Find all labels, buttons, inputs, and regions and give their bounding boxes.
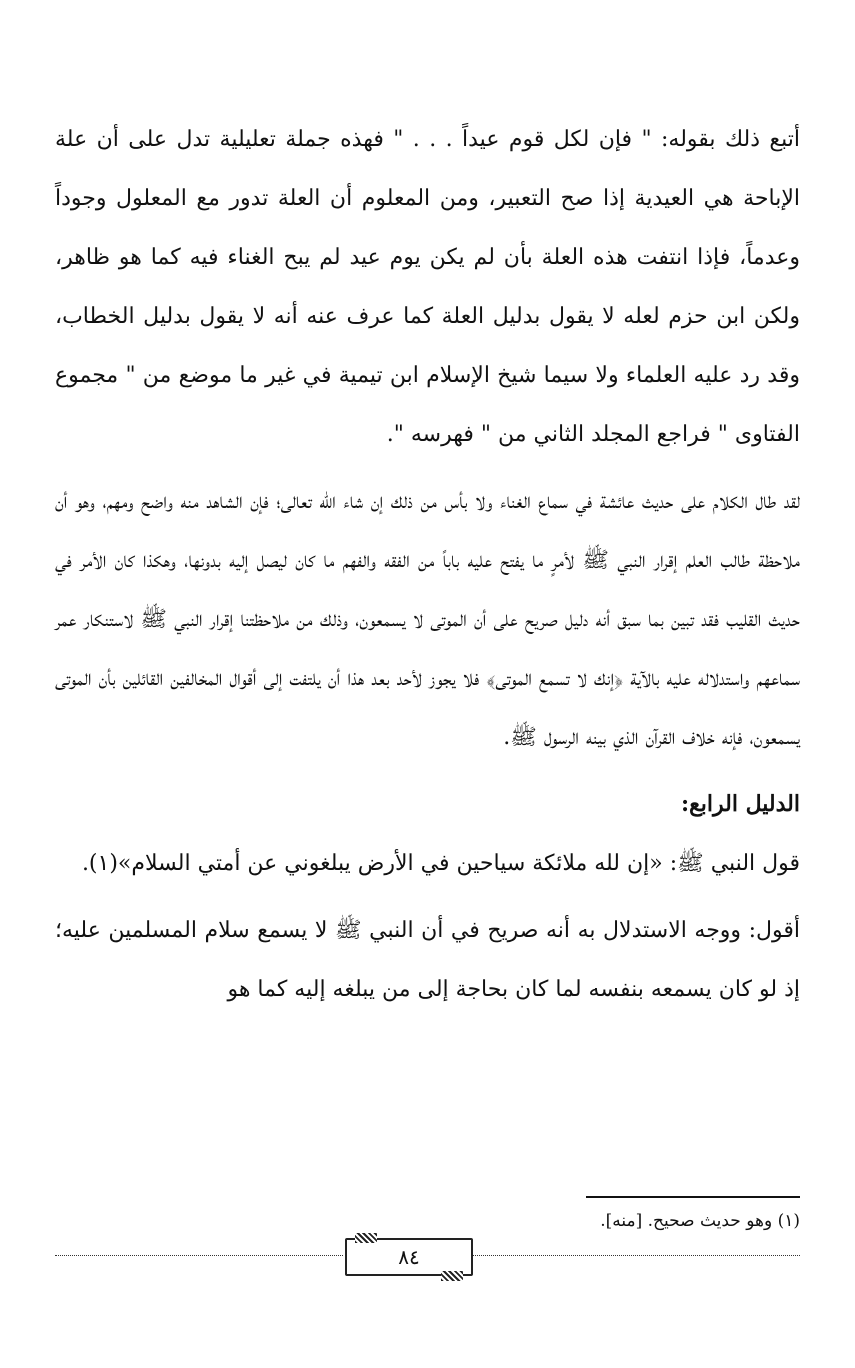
page-number-frame bbox=[345, 1238, 473, 1276]
ornament-icon bbox=[441, 1271, 463, 1281]
footer-dotted-line-right bbox=[470, 1255, 800, 1256]
paragraph-1: أتبع ذلك بقوله: " فإن لكل قوم عيداً . . . " فهذه جملة تعليلية تدل على أن علة الإباحة هي العيدية إذا صح التعبير، ومن المعلوم أن العلة تدور مع المعلول وجوداً وعدماً، فإذا انتفت هذه العلة بأن لم يكن يوم عيد لم يبح الغناء فيه كما هو ظاهر، ولكن ابن حزم لعله لا يقول بدليل العلة كما عرف عنه أنه لا يقول بدليل الخطاب، وقد رد عليه العلماء ولا سيما شيخ الإسلام ابن تيمية في غير ما موضع من " مجموع الفتاوى " فراجع المجلد الثاني من " فهرسه ". bbox=[55, 127, 800, 447]
footnote-divider bbox=[586, 1196, 800, 1198]
footer-dotted-line-left bbox=[55, 1255, 343, 1256]
page-body bbox=[55, 110, 800, 1019]
paragraph-4: أقول: ووجه الاستدلال به أنه صريح في أن النبي ﷺ لا يسمع سلام المسلمين عليه؛ إذ لو كان يسمعه بنفسه لما كان بحاجة إلى من يبلغه إليه كما هو bbox=[55, 918, 800, 1002]
paragraph-2: لقد طال الكلام على حديث عائشة في سماع الغناء ولا بأس من ذلك إن شاء الله تعالى؛ فإن الشاهد منه واضح ومهم، وهو أن ملاحظة طالب العلم إقرار النبي ﷺ لأمرٍ ما يفتح عليه باباً من الفقه والفهم ما كان ليصل إليه بدونها، وهكذا كان الأمر في حديث القليب فقد تبين بما سبق أنه دليل صريح على أن الموتى لا يسمعون، وذلك من ملاحظتنا إقرار النبي ﷺ لاستنكار عمر سماعهم واستدلاله عليه بالآية ﴿إنك لا تسمع الموتى﴾ فلا يجوز لأحد بعد هذا أن يلتفت إلى أقوال المخالفين القائلين بأن الموتى يسمعون، فإنه خلاف القرآن الذي بينه الرسول ﷺ. bbox=[55, 489, 800, 750]
footnote: (١) وهو حديث صحيح. [منه]. bbox=[600, 1211, 800, 1231]
page-number: ٨٤ bbox=[398, 1245, 420, 1269]
section-heading: الدليل الرابع: bbox=[680, 791, 800, 817]
ornament-icon bbox=[355, 1233, 377, 1243]
paragraph-3: قول النبي ﷺ: «إن لله ملائكة سياحين في الأرض يبلغوني عن أمتي السلام»(١). bbox=[81, 851, 800, 876]
